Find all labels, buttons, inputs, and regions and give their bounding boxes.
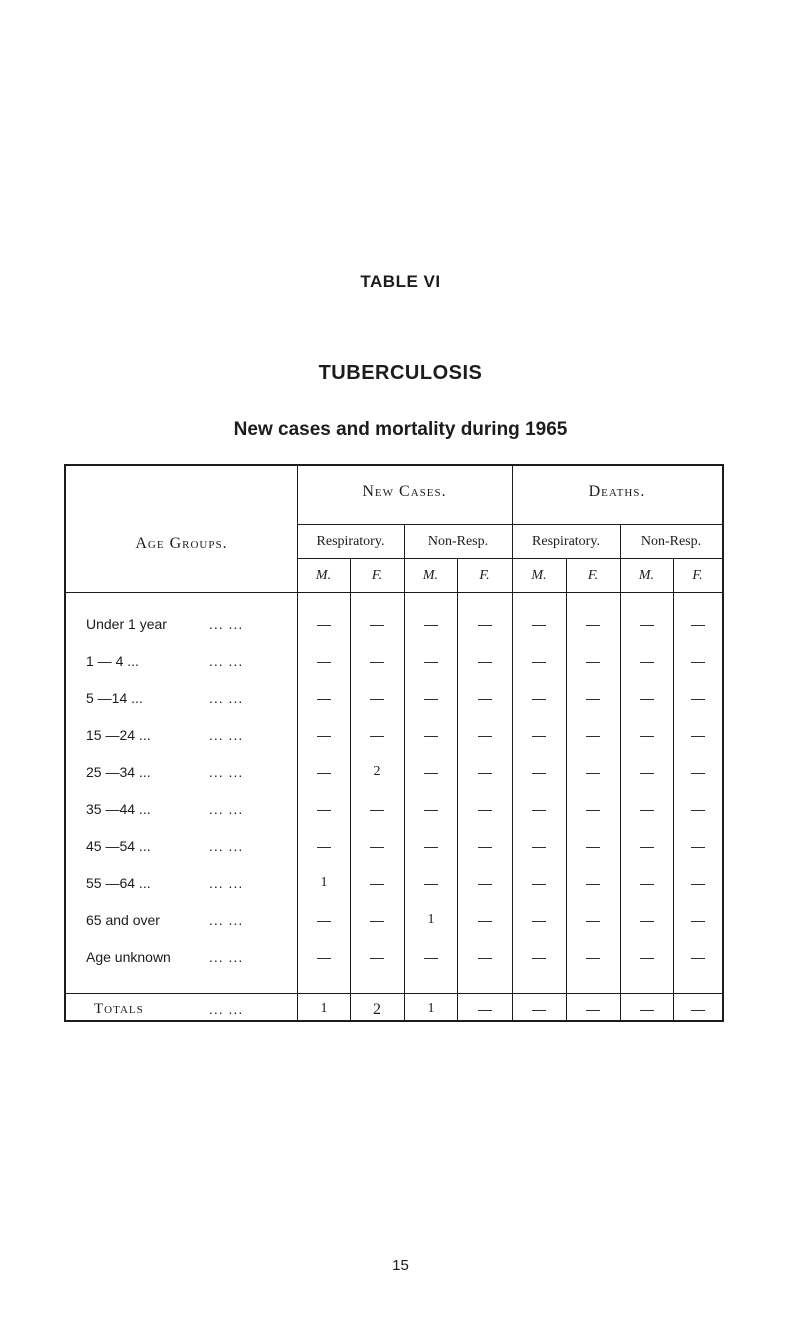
cell-value: — (317, 912, 331, 928)
tuberculosis-table (64, 464, 724, 1022)
age-groups-header: Age Groups. (135, 535, 228, 552)
row-label: Age unknown (86, 949, 171, 965)
cell-value: — (317, 801, 331, 817)
cell-value: — (478, 949, 492, 965)
divider-sub-2 (620, 524, 621, 1020)
cell-value: — (640, 875, 654, 891)
cell-value: — (691, 653, 705, 669)
cell-value: — (586, 690, 600, 706)
cell-value: — (532, 727, 546, 743)
cell-value: — (532, 690, 546, 706)
cell-value: — (370, 727, 384, 743)
cell-value: — (478, 801, 492, 817)
divider-col-2 (457, 558, 458, 1020)
subheader-respiratory-new: Respiratory. (316, 534, 385, 549)
sex-header: F. (587, 568, 599, 583)
cell-value: — (532, 653, 546, 669)
sex-header: M. (638, 568, 655, 583)
cell-value: — (478, 1001, 492, 1017)
cell-value: — (532, 912, 546, 928)
sex-header: F. (692, 568, 703, 583)
leader-dots: ... ... (209, 764, 244, 780)
leader-dots: ... ... (209, 1001, 244, 1017)
new-cases-header: New Cases. (362, 483, 447, 500)
cell-value: — (691, 838, 705, 854)
cell-value: — (640, 616, 654, 632)
cell-value: — (586, 801, 600, 817)
cell-value: — (424, 875, 438, 891)
cell-value: — (317, 838, 331, 854)
leader-dots: ... ... (209, 690, 244, 706)
cell-value: — (532, 949, 546, 965)
cell-value: — (370, 838, 384, 854)
cell-value: — (691, 801, 705, 817)
row-label: 35 —44 ... (86, 801, 151, 817)
row-label: 25 —34 ... (86, 764, 151, 780)
page-subtitle: New cases and mortality during 1965 (233, 419, 568, 440)
cell-value: — (586, 912, 600, 928)
cell-value: — (370, 949, 384, 965)
cell-value: — (478, 727, 492, 743)
cell-value: — (424, 764, 438, 780)
divider-sub-1 (404, 524, 405, 1020)
cell-value: — (478, 653, 492, 669)
cell-value: — (370, 616, 384, 632)
cell-value: — (640, 690, 654, 706)
cell-value: — (317, 949, 331, 965)
cell-value: — (691, 912, 705, 928)
cell-value: — (691, 949, 705, 965)
table-number: TABLE VI (360, 272, 441, 291)
cell-value: 1 (427, 1001, 435, 1016)
cell-value: — (424, 949, 438, 965)
cell-value: — (640, 764, 654, 780)
leader-dots: ... ... (209, 912, 244, 928)
cell-value: — (532, 1001, 546, 1017)
cell-value: — (370, 690, 384, 706)
cell-value: — (640, 801, 654, 817)
cell-value: — (317, 690, 331, 706)
cell-value: — (424, 653, 438, 669)
cell-value: — (370, 653, 384, 669)
cell-value: — (478, 838, 492, 854)
cell-value: — (691, 727, 705, 743)
cell-value: 2 (373, 764, 381, 779)
cell-value: 1 (320, 875, 328, 890)
cell-value: — (317, 653, 331, 669)
rule-subgroup-heading (297, 558, 722, 559)
cell-value: — (586, 1001, 600, 1017)
cell-value: — (586, 616, 600, 632)
cell-value: — (691, 875, 705, 891)
cell-value: — (478, 764, 492, 780)
cell-value: — (370, 875, 384, 891)
leader-dots: ... ... (209, 875, 244, 891)
row-label: 15 —24 ... (86, 727, 151, 743)
cell-value: — (317, 727, 331, 743)
cell-value: — (586, 949, 600, 965)
row-label: 65 and over (86, 912, 160, 928)
leader-dots: ... ... (209, 653, 244, 669)
cell-value: — (424, 838, 438, 854)
page-title: TUBERCULOSIS (318, 362, 483, 384)
deaths-header: Deaths. (588, 483, 646, 500)
leader-dots: ... ... (209, 838, 244, 854)
cell-value: 2 (373, 1001, 381, 1018)
cell-value: — (317, 616, 331, 632)
subheader-nonresp-new: Non-Resp. (427, 534, 489, 549)
cell-value: — (424, 616, 438, 632)
sex-header: M. (531, 568, 547, 583)
cell-value: — (691, 616, 705, 632)
cell-value: — (317, 764, 331, 780)
cell-value: — (478, 690, 492, 706)
sex-header: M. (315, 568, 332, 583)
row-label: 55 —64 ... (86, 875, 151, 891)
cell-value: — (478, 912, 492, 928)
leader-dots: ... ... (209, 727, 244, 743)
divider-col-3 (566, 558, 567, 1020)
totals-label: Totals (94, 1001, 144, 1017)
cell-value: — (640, 1001, 654, 1017)
cell-value: — (640, 653, 654, 669)
cell-value: — (532, 764, 546, 780)
cell-value: — (586, 764, 600, 780)
sex-header: F. (479, 568, 490, 583)
cell-value: — (640, 912, 654, 928)
cell-value: — (478, 616, 492, 632)
cell-value: — (640, 949, 654, 965)
cell-value: — (532, 875, 546, 891)
leader-dots: ... ... (209, 616, 244, 632)
cell-value: — (586, 838, 600, 854)
row-label: Under 1 year (86, 616, 167, 632)
cell-value: — (370, 801, 384, 817)
cell-value: — (691, 1001, 705, 1017)
rule-header-bottom (66, 592, 722, 593)
page-number: 15 (392, 1257, 409, 1274)
subheader-nonresp-deaths: Non-Resp. (640, 534, 702, 549)
cell-value: — (532, 801, 546, 817)
cell-value: — (370, 912, 384, 928)
cell-value: — (586, 875, 600, 891)
leader-dots: ... ... (209, 801, 244, 817)
cell-value: 1 (320, 1001, 328, 1016)
cell-value: — (478, 875, 492, 891)
row-label: 5 —14 ... (86, 690, 143, 706)
cell-value: — (640, 727, 654, 743)
cell-value: — (424, 727, 438, 743)
cell-value: — (424, 801, 438, 817)
leader-dots: ... ... (209, 949, 244, 965)
cell-value: — (640, 838, 654, 854)
divider-col-1 (350, 558, 351, 1020)
cell-value: — (691, 690, 705, 706)
row-label: 1 — 4 ... (86, 653, 139, 669)
cell-value: — (586, 727, 600, 743)
sex-header: M. (422, 568, 439, 583)
cell-value: — (424, 690, 438, 706)
cell-value: — (532, 838, 546, 854)
row-label: 45 —54 ... (86, 838, 151, 854)
cell-value: — (532, 616, 546, 632)
rule-group-heading (297, 524, 722, 525)
cell-value: — (691, 764, 705, 780)
sex-header: F. (371, 568, 383, 583)
rule-totals (66, 993, 722, 994)
subheader-respiratory-deaths: Respiratory. (532, 534, 600, 549)
cell-value: — (586, 653, 600, 669)
cell-value: 1 (427, 912, 435, 927)
divider-col-4 (673, 558, 674, 1020)
